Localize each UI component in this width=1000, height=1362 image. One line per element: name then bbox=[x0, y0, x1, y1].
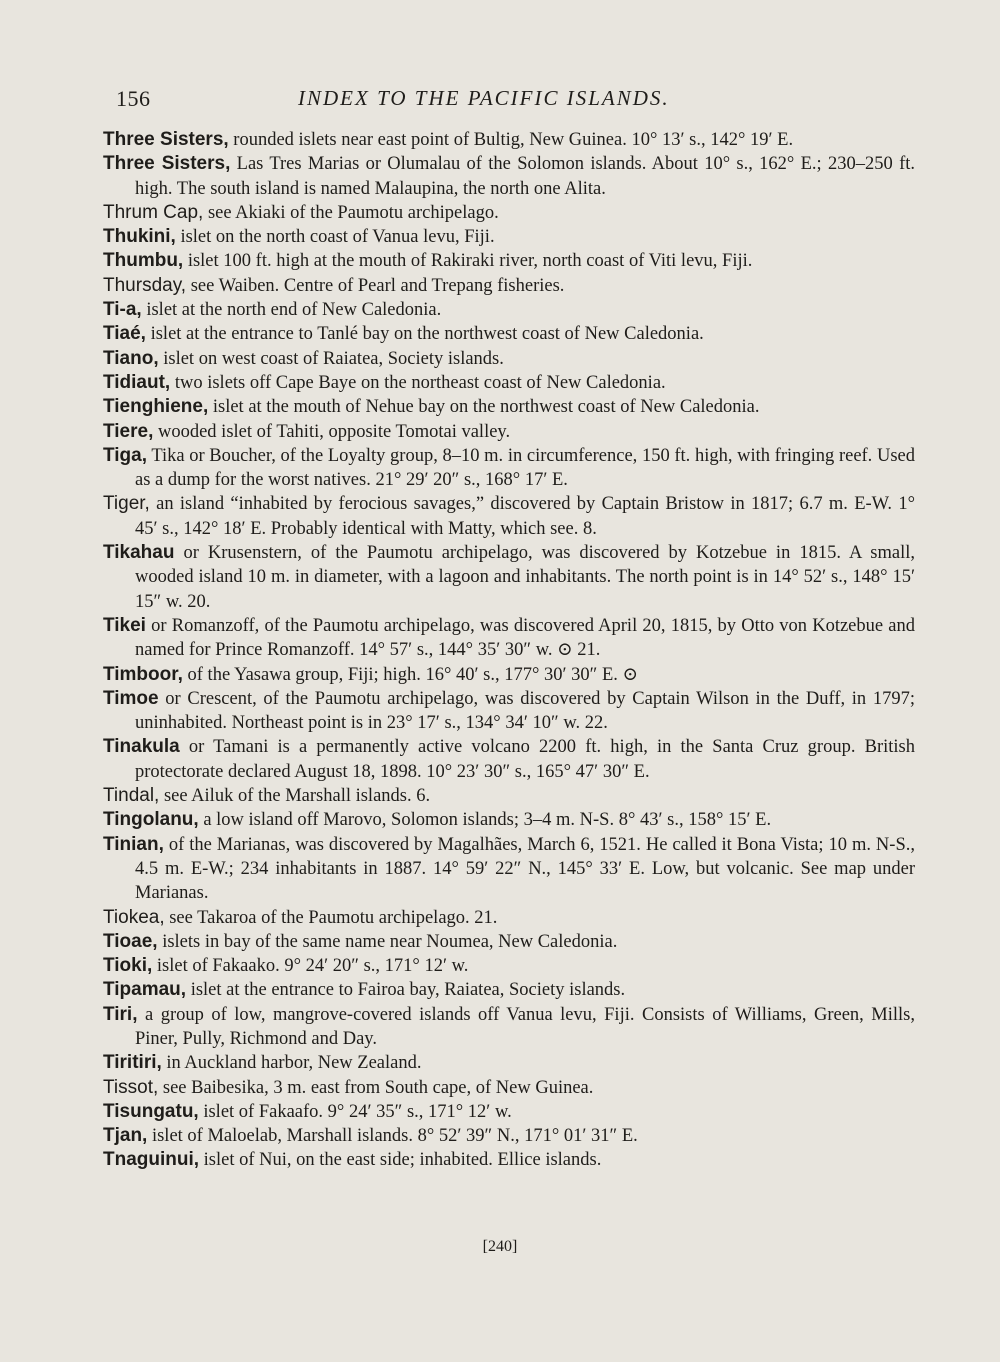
index-entry bbox=[103, 784, 915, 808]
entry-description: islet on west coast of Raiatea, Society islands. bbox=[158, 348, 504, 369]
entry-description: of the Marianas, was discovered by Magalhães, March 6, 1521. He called it Bona Vista; 10 m. N-S., 4.5 m. E-W.; 234 inhabitants in 1887. 14° 59′ 22″ N., 145° 33′ E. Low, but volcanic. See map under Marianas. bbox=[135, 834, 915, 904]
index-entry bbox=[103, 371, 915, 395]
entry-headword: Tjan, bbox=[103, 1125, 148, 1147]
entry-headword: Tiritiri, bbox=[103, 1052, 162, 1074]
index-entry bbox=[103, 444, 915, 493]
entry-description: or Romanzoff, of the Paumotu archipelago, was discovered April 20, 1815, by Otto von Kotzebue and named for Prince Romanzoff. 14° 57′ s., 144° 35′ 30″ w. ⊙ 21. bbox=[135, 615, 915, 661]
index-entry bbox=[103, 201, 915, 225]
index-entry bbox=[103, 298, 915, 322]
entry-description: islet on the north coast of Vanua levu, Fiji. bbox=[175, 227, 495, 248]
entry-headword: Tipamau, bbox=[103, 979, 187, 1001]
entry-description: a low island off Marovo, Solomon islands; 3–4 m. N-S. 8° 43′ s., 158° 15′ E. bbox=[198, 810, 772, 831]
entry-headword: Tioki, bbox=[103, 955, 153, 977]
index-entry bbox=[103, 395, 915, 419]
index-entry bbox=[103, 1124, 915, 1148]
entry-description: of the Yasawa group, Fiji; high. 16° 40′ s., 177° 30′ 30″ E. ⊙ bbox=[182, 664, 639, 685]
page-header bbox=[116, 86, 916, 120]
entry-description: see Takaroa of the Paumotu archipelago. 21. bbox=[164, 907, 498, 928]
index-entry bbox=[103, 735, 915, 784]
index-entry bbox=[103, 808, 915, 832]
entry-headword: Tikahau bbox=[103, 542, 175, 564]
entry-headword: Thumbu, bbox=[103, 250, 184, 272]
entry-headword: Tnaguinui, bbox=[103, 1149, 200, 1171]
index-entry bbox=[103, 225, 915, 249]
entry-description: rounded islets near east point of Bultig, New Guinea. 10° 13′ s., 142° 19′ E. bbox=[228, 130, 794, 150]
entry-description: Las Tres Marias or Olumalau of the Solomon islands. About 10° s., 162° E.; 230–250 ft. high. The south island is named Malaupina, the north one Alita. bbox=[135, 154, 915, 199]
entry-headword: Tindal, bbox=[103, 785, 160, 807]
entry-headword: Tiere, bbox=[103, 420, 154, 442]
entry-description: islet of Fakaako. 9° 24′ 20″ s., 171° 12′ w. bbox=[152, 956, 469, 977]
entry-headword: Three Sisters, bbox=[103, 129, 229, 150]
entry-headword: Tiokea, bbox=[103, 906, 165, 928]
index-entry bbox=[103, 906, 915, 930]
entry-headword: Tiaé, bbox=[103, 323, 146, 345]
entry-headword: Tinian, bbox=[103, 833, 164, 855]
entry-headword: Timoe bbox=[103, 687, 159, 709]
entry-description: see Akiaki of the Paumotu archipelago. bbox=[203, 202, 499, 223]
entry-headword: Three Sisters, bbox=[103, 153, 231, 175]
signature-mark: [240] bbox=[482, 1238, 518, 1255]
entry-headword: Ti-a, bbox=[103, 299, 142, 321]
entry-headword: Tinakula bbox=[103, 736, 180, 758]
index-entry bbox=[103, 833, 915, 906]
entry-headword: Tissot, bbox=[103, 1076, 159, 1098]
entry-description: wooded islet of Tahiti, opposite Tomotai valley. bbox=[153, 421, 511, 442]
entry-headword: Tingolanu, bbox=[103, 809, 199, 831]
entry-headword: Thukini, bbox=[103, 226, 176, 248]
entry-description: islet at the mouth of Nehue bay on the northwest coast of New Caledonia. bbox=[208, 397, 760, 418]
index-entry bbox=[103, 274, 915, 298]
entry-headword: Tiga, bbox=[103, 444, 147, 466]
entry-description: Tika or Boucher, of the Loyalty group, 8–10 m. in circumference, 150 ft. high, with fringing reef. Used as a dump for the worst natives. 21° 29′ 20″ s., 168° 17′ E. bbox=[135, 445, 915, 491]
entry-description: islet of Maloelab, Marshall islands. 8° 52′ 39″ N., 171° 01′ 31″ E. bbox=[147, 1126, 638, 1147]
entry-headword: Tiri, bbox=[103, 1003, 138, 1025]
page-number: 156 bbox=[116, 86, 151, 111]
index-entry bbox=[103, 687, 915, 736]
index-entry bbox=[103, 152, 915, 201]
index-entry bbox=[103, 1003, 915, 1052]
index-entry bbox=[103, 420, 915, 444]
entry-description: islet at the entrance to Tanlé bay on the northwest coast of New Caledonia. bbox=[145, 324, 704, 345]
index-entry bbox=[103, 322, 915, 346]
index-entry bbox=[103, 492, 915, 541]
entry-description: islet of Fakaafo. 9° 24′ 35″ s., 171° 12′ w. bbox=[198, 1101, 512, 1122]
entry-headword: Tienghiene, bbox=[103, 396, 209, 418]
index-entry bbox=[103, 978, 915, 1002]
entry-headword: Thrum Cap, bbox=[103, 201, 204, 223]
index-entry bbox=[103, 614, 915, 663]
entry-headword: Tiger, bbox=[103, 493, 150, 515]
index-entry bbox=[103, 1148, 915, 1172]
entry-headword: Tiano, bbox=[103, 347, 159, 369]
entry-description: a group of low, mangrove-covered islands off Vanua levu, Fiji. Consists of Williams, Green, Mills, Piner, Pully, Richmond and Day. bbox=[135, 1004, 915, 1049]
entry-headword: Tidiaut, bbox=[103, 371, 171, 393]
entry-description: an island “inhabited by ferocious savages,” discovered by Captain Bristow in 1817; 6.7 m. E-W. 1° 45′ s., 142° 18′ E. Probably identical with Matty, which see. 8. bbox=[135, 494, 915, 539]
index-entry bbox=[103, 1051, 915, 1075]
entry-headword: Timboor, bbox=[103, 663, 183, 685]
entry-headword: Thursday, bbox=[103, 274, 187, 296]
index-entry bbox=[103, 541, 915, 614]
entry-description: islet 100 ft. high at the mouth of Rakiraki river, north coast of Viti levu, Fiji. bbox=[183, 251, 753, 272]
entry-description: two islets off Cape Baye on the northeast coast of New Caledonia. bbox=[170, 372, 666, 393]
entry-description: islet at the entrance to Fairoa bay, Raiatea, Society islands. bbox=[186, 980, 626, 1001]
entry-description: islets in bay of the same name near Noumea, New Caledonia. bbox=[157, 931, 618, 952]
index-entry bbox=[103, 128, 915, 152]
running-title: INDEX TO THE PACIFIC ISLANDS. bbox=[298, 86, 670, 110]
entry-headword: Tikei bbox=[103, 614, 146, 636]
entry-description: see Ailuk of the Marshall islands. 6. bbox=[159, 786, 431, 807]
index-entry bbox=[103, 930, 915, 954]
entry-description: or Krusenstern, of the Paumotu archipelago, was discovered by Kotzebue in 1815. A small, wooded island 10 m. in diameter, with a lagoon and inhabitants. The north point is in 14° 52′ s., 148° 15′ 15″ w. 20. bbox=[135, 543, 915, 612]
entry-description: or Tamani is a permanently active volcano 2200 ft. high, in the Santa Cruz group. British protectorate declared August 18, 1898. 10° 23′ 30″ s., 165° 47′ 30″ E. bbox=[135, 737, 915, 782]
index-entries bbox=[103, 128, 915, 1173]
entry-headword: Tioae, bbox=[103, 930, 158, 952]
index-entry bbox=[103, 347, 915, 371]
entry-description: see Baibesika, 3 m. east from South cape, of New Guinea. bbox=[158, 1077, 594, 1098]
index-entry bbox=[103, 1100, 915, 1124]
entry-description: islet at the north end of New Caledonia. bbox=[141, 300, 442, 321]
entry-description: in Auckland harbor, New Zealand. bbox=[161, 1053, 422, 1074]
entry-description: or Crescent, of the Paumotu archipelago, was discovered by Captain Wilson in the Duff, in 1797; uninhabited. Northeast point is in 23° 17′ s., 134° 34′ 10″ w. 22. bbox=[135, 688, 915, 734]
index-entry bbox=[103, 954, 915, 978]
entry-headword: Tisungatu, bbox=[103, 1100, 199, 1122]
entry-description: see Waiben. Centre of Pearl and Trepang fisheries. bbox=[186, 275, 565, 296]
entry-description: islet of Nui, on the east side; inhabited. Ellice islands. bbox=[199, 1150, 602, 1171]
index-entry bbox=[103, 249, 915, 273]
index-entry bbox=[103, 663, 915, 687]
index-entry bbox=[103, 1076, 915, 1100]
